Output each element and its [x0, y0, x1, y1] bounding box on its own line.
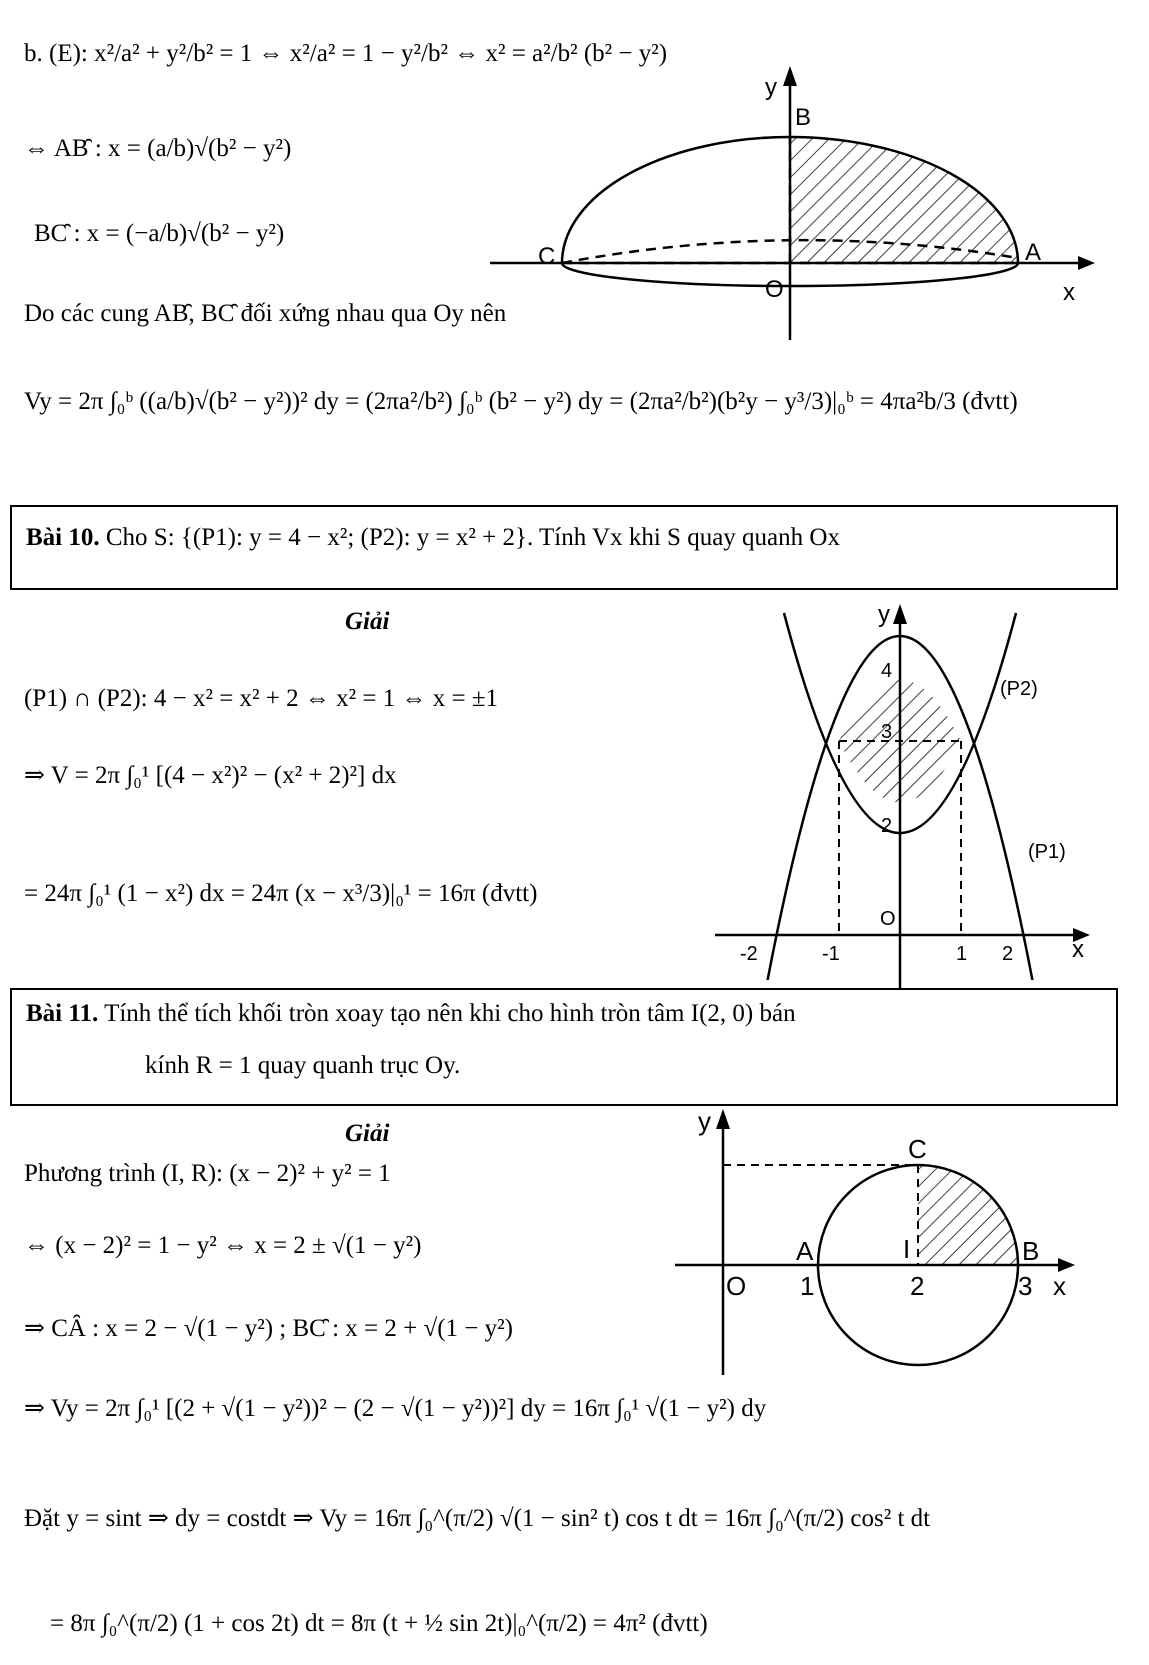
label-c: C — [538, 243, 556, 270]
bai11-volume-integral: ⇒ Vy = 2π ∫₀¹ [(2 + √(1 − y²))² − (2 − √(1 − y²))²] dy = 16π ∫₀¹ √(1 − y²) dy — [24, 1395, 767, 1422]
bai11-statement-line2: kính R = 1 quay quanh trục Oy. — [145, 1052, 461, 1079]
tick-1: 1 — [800, 1271, 815, 1301]
label-c: C — [908, 1134, 927, 1164]
tick-plus2: 2 — [1002, 943, 1014, 965]
tick-4: 4 — [881, 660, 893, 682]
label-x: x — [1063, 279, 1075, 306]
volume-y-formula: Vy = 2π ∫₀ᵇ ((a/b)√(b² − y²))² dy = (2πa²/b²) ∫₀ᵇ (b² − y²) dy = (2πa²/b²)(b²y − y³/3)|₀ᵇ = 4πa²b/3 (đvtt) — [24, 388, 1018, 415]
arc-bc-equation: BC̑ : x = (−a/b)√(b² − y²) — [34, 220, 285, 247]
bai11-giai: Giải — [345, 1120, 390, 1147]
part-b-equation: b. (E): x²/a² + y²/b² = 1 ⇔ x²/a² = 1 − y²/b² ⇔ x² = a²/b² (b² − y²) — [24, 40, 668, 67]
arc-ab-equation: ⇔ AB̑ : x = (a/b)√(b² − y²) — [24, 135, 292, 162]
bai11-result: = 8π ∫₀^(π/2) (1 + cos 2t) dt = 8π (t + ½ sin 2t)|₀^(π/2) = 4π² (đvtt) — [50, 1610, 708, 1637]
label-i: I — [903, 1234, 911, 1264]
label-o: O — [765, 276, 784, 303]
label-b: B — [1022, 1236, 1040, 1266]
x-axis-arrow — [1058, 1258, 1075, 1272]
bai11-solve-x: ⇔ (x − 2)² = 1 − y² ⇔ x = 2 ± √(1 − y²) — [24, 1232, 422, 1259]
label-p2: (P2) — [1000, 678, 1038, 700]
label-a: A — [1025, 239, 1042, 266]
label-o: O — [726, 1271, 747, 1301]
y-axis-arrow — [716, 1109, 730, 1129]
tick-2: 2 — [881, 815, 893, 837]
label-b: B — [795, 104, 812, 131]
bai10-title: Bài 10. — [26, 524, 100, 551]
bai10-intersection: (P1) ∩ (P2): 4 − x² = x² + 2 ⇔ x² = 1 ⇔ x = ±1 — [24, 685, 499, 712]
label-p1: (P1) — [1028, 841, 1066, 863]
tick-2: 2 — [910, 1271, 925, 1301]
label-x: x — [1072, 936, 1084, 963]
tick-plus1: 1 — [956, 943, 968, 965]
bai10-giai: Giải — [345, 608, 390, 635]
label-x: x — [1053, 1271, 1066, 1301]
bai11-title: Bài 11. — [26, 1000, 99, 1027]
bai10-statement: Cho S: {(P1): y = 4 − x²; (P2): y = x² + 2}. Tính Vx khi S quay quanh Ox — [105, 524, 840, 551]
hatched-quarter — [918, 1165, 1018, 1265]
label-o: O — [880, 908, 896, 930]
tick-3: 3 — [1018, 1271, 1033, 1301]
label-a: A — [796, 1236, 814, 1266]
symmetry-note: Do các cung AB̑, BC̑ đối xứng nhau qua Oy nên — [24, 300, 507, 327]
label-y: y — [765, 74, 777, 101]
bai11-circle-equation: Phương trình (I, R): (x − 2)² + y² = 1 — [24, 1160, 391, 1187]
bai11-statement-line1: Tính thể tích khối tròn xoay tạo nên khi cho hình tròn tâm I(2, 0) bán — [104, 1000, 796, 1027]
label-y: y — [698, 1106, 711, 1136]
tick-3: 3 — [881, 721, 893, 743]
label-y: y — [878, 601, 890, 628]
tick-minus1: -1 — [822, 943, 840, 965]
bai11-arcs: ⇒ CȂ : x = 2 − √(1 − y²) ; BC̑ : x = 2 + √(1 − y²) — [24, 1315, 513, 1342]
bai10-result: = 24π ∫₀¹ (1 − x²) dx = 24π (x − x³/3)|₀¹ = 16π (đvtt) — [24, 880, 538, 907]
bai11-substitution: Đặt y = sint ⇒ dy = costdt ⇒ Vy = 16π ∫₀^(π/2) √(1 − sin² t) cos t dt = 16π ∫₀^(π/2) cos² t dt — [24, 1505, 931, 1532]
bai10-volume-integral: ⇒ V = 2π ∫₀¹ [(4 − x²)² − (x² + 2)²] dx — [24, 762, 397, 789]
tick-minus2: -2 — [740, 943, 758, 965]
